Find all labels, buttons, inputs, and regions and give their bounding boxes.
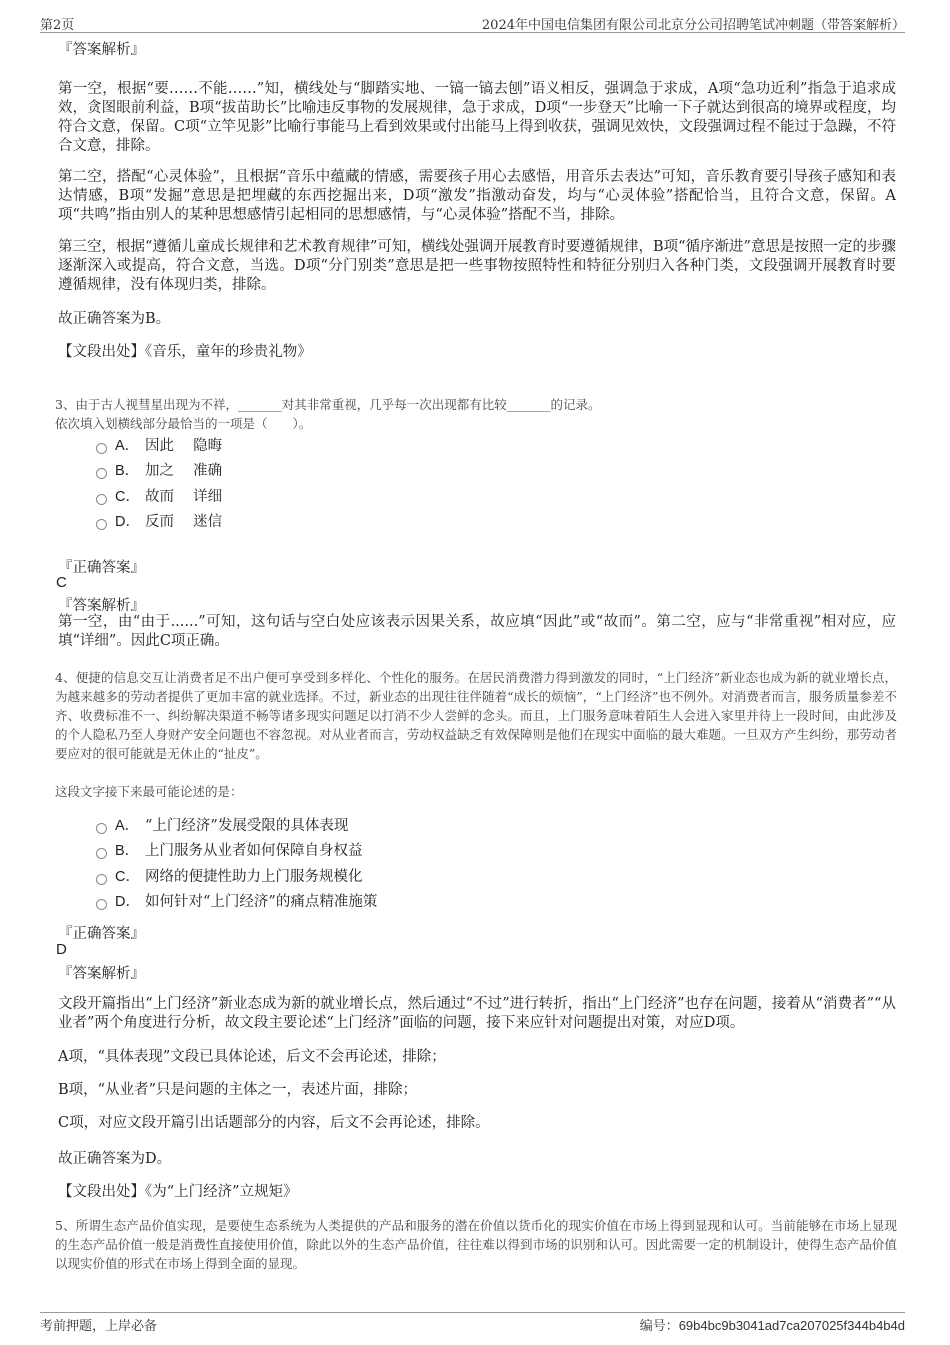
q4-option-a[interactable]: A． “上门经济”发展受限的具体表现: [96, 815, 348, 837]
q3-analysis-label: 『答案解析』: [58, 598, 145, 614]
footer-slogan: 考前押题，上岸必备: [40, 1319, 158, 1334]
page-number: 第2页: [40, 18, 75, 33]
radio-icon[interactable]: [96, 848, 107, 859]
page-header: [40, 12, 905, 33]
q2-conclusion: 故正确答案为B。: [58, 311, 171, 327]
q4-option-c[interactable]: C． 网络的便捷性助力上门服务规模化: [96, 866, 363, 888]
q2-analysis-label: 『答案解析』: [58, 42, 145, 58]
radio-icon[interactable]: [96, 899, 107, 910]
q2-analysis-p3: 第三空，根据“遵循儿童成长规律和艺术教育规律”可知，横线处强调开展教育时要遵循规律，B项“循序渐进”意思是按照一定的步骤逐渐深入或提高，符合文意，当选。D项“分门别类”意思是把一些事物按照特性和特征分别归入各种门类，文段强调开展教育时要遵循规律，没有体现归类，排除。: [58, 239, 896, 293]
q4-analysis-b: B项，“从业者”只是问题的主体之一，表述片面，排除；: [58, 1082, 417, 1098]
document-id: 编号：69b4bc9b3041ad7ca207025f344b4b4d: [639, 1318, 905, 1333]
q3-stem: 3、由于古人视彗星出现为不祥，_______对其非常重视，几乎每一次出现都有比较_______的记录。: [55, 397, 601, 412]
radio-icon[interactable]: [96, 494, 107, 505]
q3-option-b[interactable]: B． 加之 准确: [96, 460, 222, 482]
q3-option-a[interactable]: A． 因此 隐晦: [96, 435, 222, 457]
q2-source: 【文段出处】《音乐，童年的珍贵礼物》: [58, 344, 312, 360]
radio-icon[interactable]: [96, 519, 107, 530]
q3-answer-label: 『正确答案』: [58, 560, 145, 576]
q3-analysis: 第一空，由“由于......”可知，这句话与空白处应该表示因果关系，故应填“因此”或“故而”。第二空，应与“非常重视”相对应，应填“详细”。因此C项正确。: [58, 614, 896, 649]
radio-icon[interactable]: [96, 443, 107, 454]
radio-icon[interactable]: [96, 468, 107, 479]
q2-analysis-p1: 第一空，根据“要……不能……”知，横线处与“脚踏实地、一镐一镐去刨”语义相反，强调急于求成，A项“急功近利”指急于追求成效，贪图眼前利益，B项“拔苗助长”比喻违反事物的发展规律，急于求成，D项“一步登天”比喻一下子就达到很高的境界或程度，均符合文意，保留。C项“立竿见影”比喻行事能马上看到效果或付出能马上得到收获，强调见效快，文段强调过程不能过于急躁，不符合文意，排除。: [58, 81, 896, 154]
q4-analysis: 文段开篇指出“上门经济”新业态成为新的就业增长点，然后通过“不过”进行转折，指出“上门经济”也存在问题，接着从“消费者”“从业者”两个角度进行分析，故文段主要论述“上门经济”面临的问题，接下来应针对问题提出对策，对应D项。: [58, 996, 896, 1031]
q4-option-d[interactable]: D． 如何针对“上门经济”的痛点精准施策: [96, 891, 377, 913]
q4-analysis-label: 『答案解析』: [58, 966, 145, 982]
q4-answer-label: 『正确答案』: [58, 926, 145, 942]
radio-icon[interactable]: [96, 823, 107, 834]
q3-answer: C: [56, 574, 67, 591]
q3-instruction: 依次填入划横线部分最恰当的一项是（ ）。: [55, 416, 312, 431]
q4-question: 这段文字接下来最可能论述的是：: [55, 784, 243, 799]
q4-stem: 4、便捷的信息交互让消费者足不出户便可享受到多样化、个性化的服务。在居民消费潜力得到激发的同时，“上门经济”新业态也成为新的就业增长点，为越来越多的劳动者提供了更加丰富的就业选择。不过，新业态的出现往往伴随着“成长的烦恼”，“上门经济”也不例外。对消费者而言，服务质量参差不齐、收费标准不一、纠纷解决渠道不畅等诸多现实问题足以打消不少人尝鲜的念头。而且，上门服务意味着陌生人会进入家里并待上一段时间，由此涉及的个人隐私乃至人身财产安全问题也不容忽视。对从业者而言，劳动权益缺乏有效保障则是他们在现实中面临的最大难题。一旦双方产生纠纷，那劳动者要应对的很可能就是无休止的“扯皮”。: [55, 670, 897, 761]
q4-analysis-a: A项，“具体表现”文段已具体论述，后文不会再论述，排除；: [58, 1049, 446, 1065]
q4-analysis-c: C项，对应文段开篇引出话题部分的内容，后文不会再论述，排除。: [58, 1115, 490, 1131]
document-title: 2024年中国电信集团有限公司北京分公司招聘笔试冲刺题（带答案解析）: [481, 18, 905, 33]
q5-stem: 5、所谓生态产品价值实现，是要使生态系统为人类提供的产品和服务的潜在价值以货币化的现实价值在市场上得到显现和认可。当前能够在市场上显现的生态产品价值一般是消费性直接使用价值，除此以外的生态产品价值，往往难以得到市场的识别和认可。因此需要一定的机制设计，使得生态产品价值以现实价值的形式在市场上得到全面的显现。: [55, 1218, 897, 1271]
q4-answer: D: [56, 941, 67, 958]
q3-option-d[interactable]: D． 反而 迷信: [96, 511, 222, 533]
q3-option-c[interactable]: C． 故而 详细: [96, 486, 222, 508]
q2-analysis-p2: 第二空，搭配“心灵体验”，且根据“音乐中蕴藏的情感，需要孩子用心去感悟，用音乐去表达”可知，音乐教育要引导孩子感知和表达情感，B项“发掘”意思是把埋藏的东西挖掘出来，D项“激发”指激动奋发，均与“心灵体验”搭配恰当，且符合文意，保留。A项“共鸣”指由别人的某种思想感情引起相同的思想感情，与“心灵体验”搭配不当，排除。: [58, 169, 896, 223]
q4-option-b[interactable]: B． 上门服务从业者如何保障自身权益: [96, 840, 363, 862]
q4-source: 【文段出处】《为“上门经济”立规矩》: [58, 1184, 298, 1200]
page-footer: [40, 1312, 905, 1337]
radio-icon[interactable]: [96, 874, 107, 885]
q4-conclusion: 故正确答案为D。: [58, 1151, 172, 1167]
